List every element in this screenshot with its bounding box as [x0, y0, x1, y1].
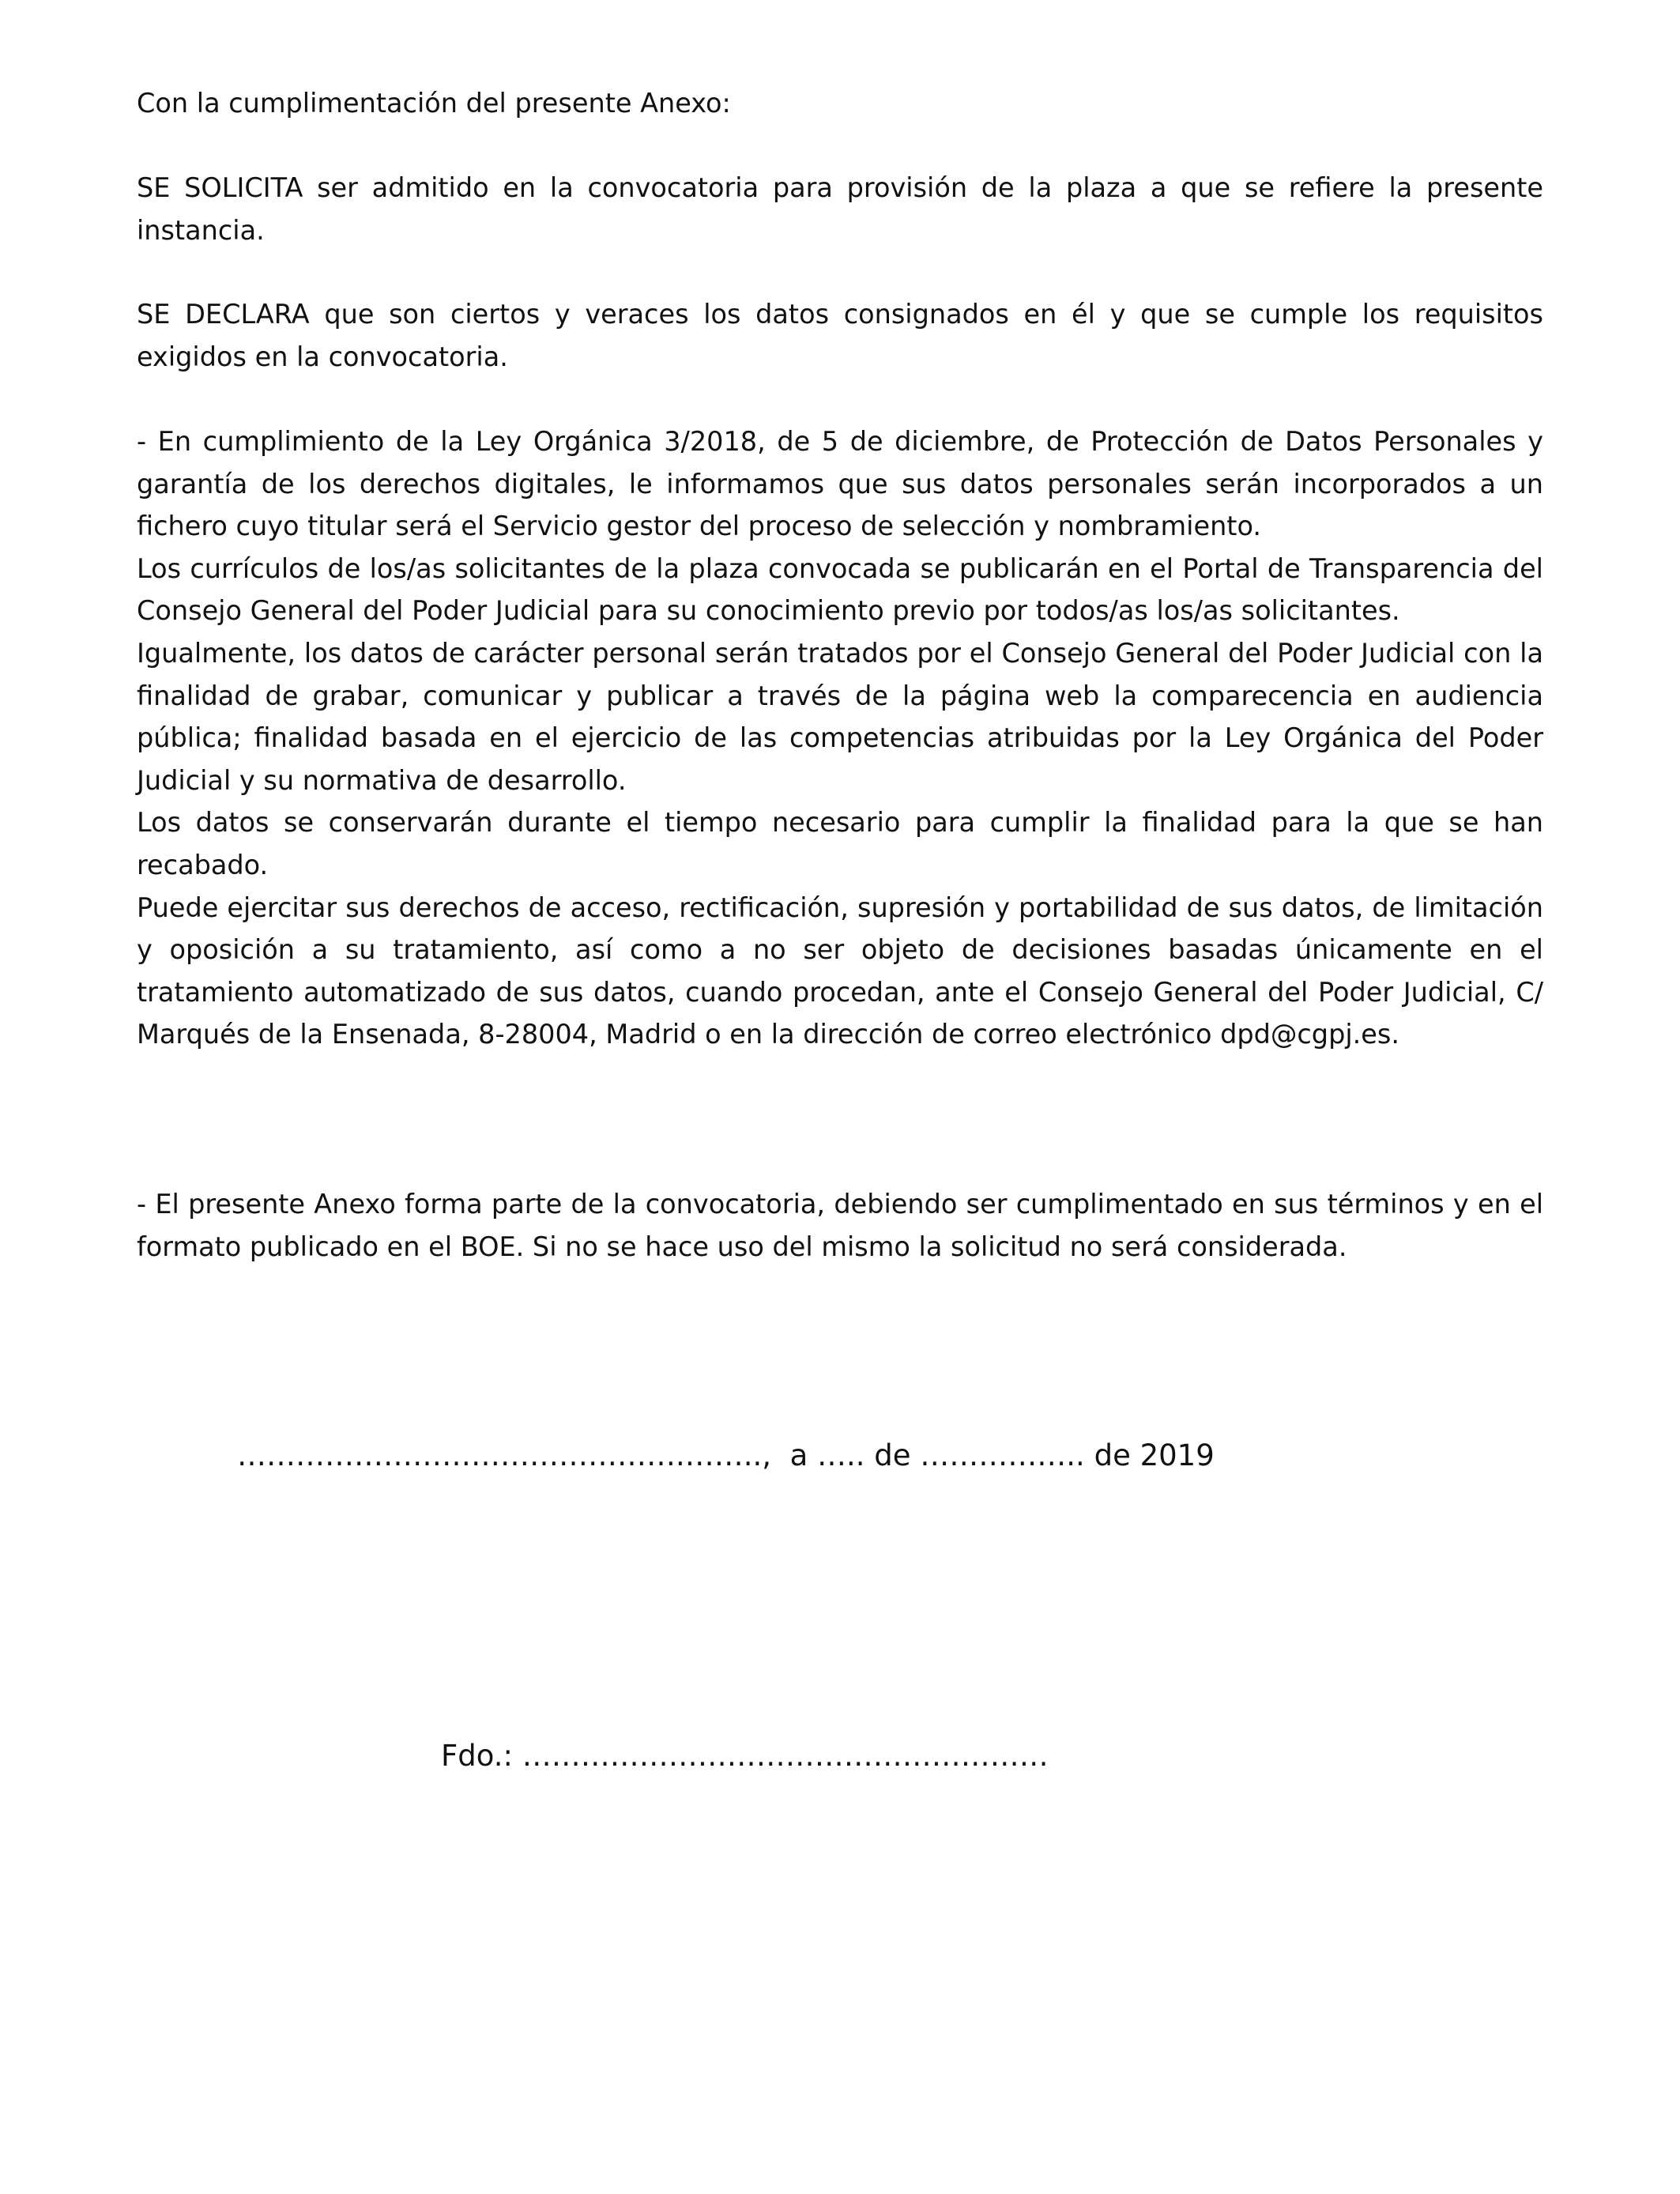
ley-paragraph-1: - En cumplimiento de la Ley Orgánica 3/2018, de 5 de diciembre, de Protección de Datos Personales y garantía de los derechos digitales, le informamos que sus datos personales serán incorporados a un fichero cuyo titular será el Servicio gestor del proceso de selección y nombramiento.: [137, 426, 1543, 542]
ley-paragraph-5: Puede ejercitar sus derechos de acceso, rectificación, supresión y portabilidad de sus datos, de limitación y oposición a su tratamiento, así como a no ser objeto de decisiones basadas únicamente en el tratamiento automatizado de sus datos, cuando procedan, ante el Consejo General del Poder Judicial, C/ Marqués de la Ensenada, 8-28004, Madrid o en la dirección de correo electrónico dpd@cgpj.es.: [137, 892, 1543, 1050]
ley-paragraph-4: Los datos se conservarán durante el tiempo necesario para cumplir la finalidad para la que se han recabado.: [137, 807, 1543, 880]
ley-paragraph-3: Igualmente, los datos de carácter personal serán tratados por el Consejo General del Poder Judicial con la finalidad de grabar, comunicar y publicar a través de la página web la comparecencia en audiencia pública; finalidad basada en el ejercicio de las competencias atribuidas por la Ley Orgánica del Poder Judicial y su normativa de desarrollo.: [137, 637, 1543, 796]
data-protection-section: [137, 420, 1543, 1056]
declara-paragraph: SE DECLARA que son ciertos y veraces los datos consignados en él y que se cumple los requisitos exigidos en la convocatoria.: [137, 299, 1543, 372]
intro-paragraph: Con la cumplimentación del presente Anexo:: [137, 88, 731, 119]
signature-line: Fdo.: ………………………………………………: [441, 1739, 1049, 1773]
anexo-note-paragraph: - El presente Anexo forma parte de la convocatoria, debiendo ser cumplimentado en sus términos y en el formato publicado en el BOE. Si no se hace uso del mismo la solicitud no será considerada.: [137, 1189, 1543, 1262]
ley-paragraph-2: Los currículos de los/as solicitantes de la plaza convocada se publicarán en el Portal de Transparencia del Consejo General del Poder Judicial para su conocimiento previo por todos/as los/as solicitantes.: [137, 552, 1543, 627]
place-date-line: ……………………………………….…….., a ….. de …………….. de 2019: [237, 1438, 1215, 1472]
solicita-paragraph: SE SOLICITA ser admitido en la convocatoria para provisión de la plaza a que se refiere la presente instancia.: [137, 172, 1543, 246]
